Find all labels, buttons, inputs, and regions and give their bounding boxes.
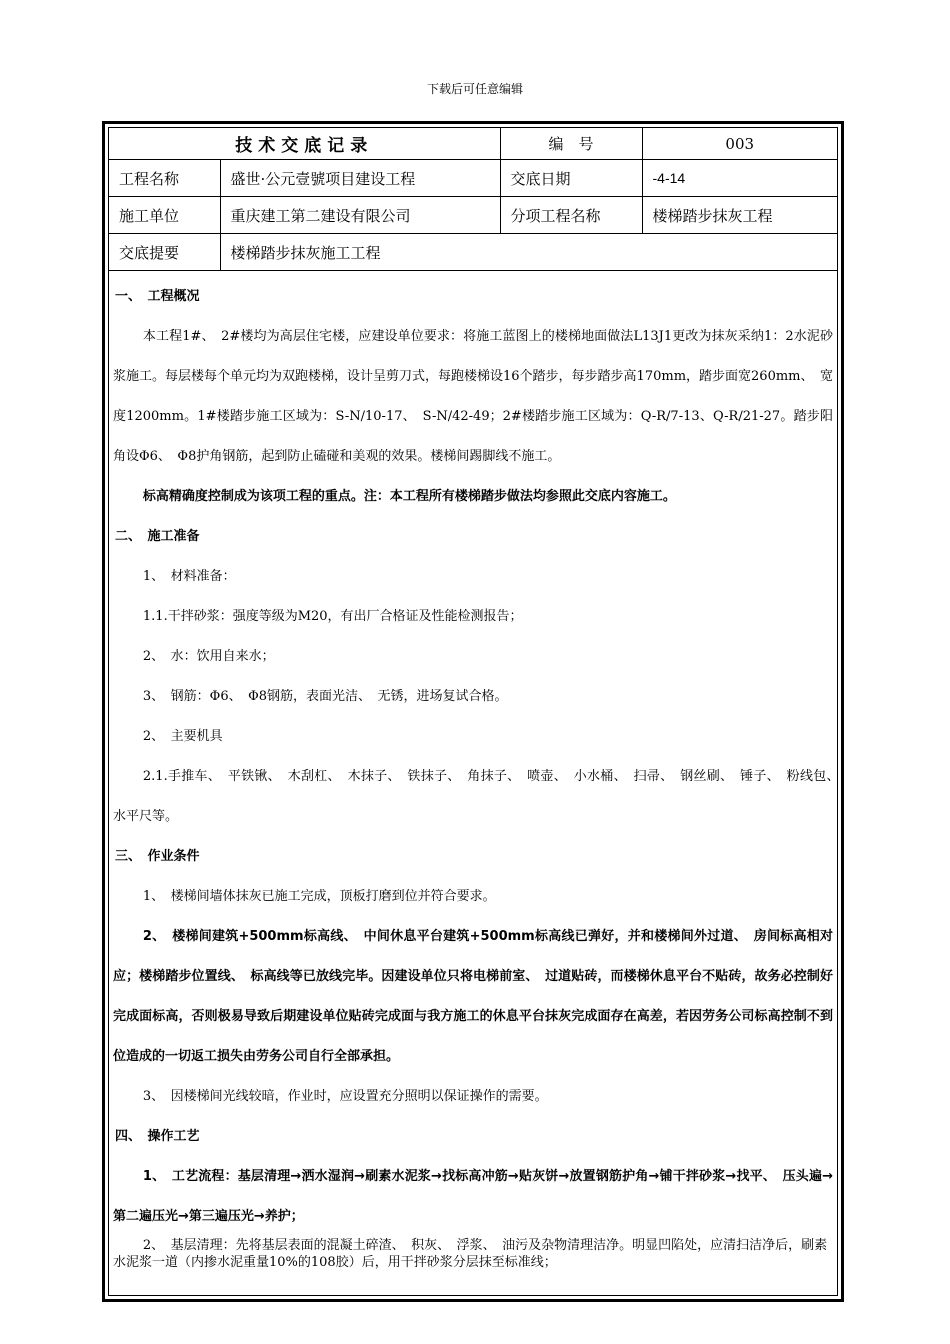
- date-label: 交底日期: [500, 160, 642, 197]
- subitem-value: 楼梯踏步抹灰工程: [642, 197, 837, 234]
- list-item: 1、 材料准备：: [142, 569, 236, 584]
- number-label: 编 号: [500, 128, 642, 160]
- document-inner: [108, 127, 847, 1296]
- list-item-emphasis: 2、 楼梯间建筑+500mm标高线、 中间休息平台建筑+500mm标高线已弹好，并和楼梯间外过道、 房间标高相对应；楼梯踏步位置线、 标高线等已放线完毕。因建设单位只将电梯前室、 过道贴砖，而楼梯休息平台不贴砖，故务必控制好完成面标高，否则极易导致后期建设单位贴砖完成面与我方施工的休息平台抹灰完成面存在高差，若因劳务公司标高控制不到位造成的一切返工损失由劳务公司自行全部承担。: [113, 929, 833, 1064]
- project-name-value: 盛世·公元壹號项目建设工程: [220, 160, 500, 197]
- subitem-label: 分项工程名称: [500, 197, 642, 234]
- disclosure-content: [109, 277, 847, 1271]
- project-row: [109, 160, 837, 197]
- summary-value: 楼梯踏步抹灰施工工程: [220, 234, 837, 271]
- process-flow: 1、 工艺流程：基层清理→洒水湿润→刷素水泥浆→找标高冲筋→贴灰饼→放置钢筋护角→铺干拌砂浆→找平、 压头遍→第二遍压光→第三遍压光→养护；: [113, 1169, 833, 1224]
- list-item: 2.1.手推车、 平铁锹、 木刮杠、 木抹子、 铁抹子、 角抹子、 喷壶、 小水桶、 扫帚、 钢丝刷、 锤子、 粉线包、 水平尺等。: [113, 769, 847, 824]
- unit-row: [109, 197, 837, 234]
- section-title: 三、 作业条件: [115, 849, 200, 864]
- document-frame: [102, 121, 847, 1302]
- section-title: 二、 施工准备: [115, 529, 200, 544]
- unit-value: 重庆建工第二建设有限公司: [220, 197, 500, 234]
- download-note: 下载后可任意编辑: [426, 82, 523, 96]
- list-item: 2、 基层清理：先将基层表面的混凝土碎渣、 积灰、 浮浆、 油污及杂物清理洁净。明显凹陷处，应清扫洁净后，刷素水泥浆一道（内掺水泥重量10%的108胶）后，用干拌砂浆分层抹至标准线；: [113, 1238, 828, 1270]
- list-item: 1.1.干拌砂浆：强度等级为M20，有出厂合格证及性能检测报告；: [142, 609, 523, 624]
- section-title: 一、 工程概况: [115, 289, 200, 304]
- title-row: [109, 128, 837, 160]
- key-note-paragraph: 标高精确度控制成为该项工程的重点。注：本工程所有楼梯踏步做法均参照此交底内容施工。: [142, 489, 676, 504]
- number-value: 003: [642, 128, 837, 160]
- list-item: 3、 因楼梯间光线较暗，作业时，应设置充分照明以保证操作的需要。: [142, 1089, 548, 1104]
- unit-label: 施工单位: [109, 197, 220, 234]
- summary-row: [109, 234, 837, 271]
- date-value: -4-14: [642, 160, 837, 197]
- paragraph: 本工程1#、 2#楼均为高层住宅楼，应建设单位要求：将施工蓝图上的楼梯地面做法L13J1更改为抹灰采纳1：2水泥砂浆施工。每层楼每个单元均为双跑楼梯，设计呈剪刀式，每跑楼梯设16个踏步，每步踏步高170mm，踏步面宽260mm、 宽度1200mm。1#楼踏步施工区域为：S-N/10-17、 S-N/42-49；2#楼踏步施工区域为：Q-R/7-13、Q-R/21-27。踏步阳角设Φ6、 Φ8护角钢筋，起到防止磕碰和美观的效果。楼梯间踢脚线不施工。: [113, 329, 833, 464]
- summary-label: 交底提要: [109, 234, 220, 271]
- record-title: 技术交底记录: [109, 128, 500, 160]
- section-title: 四、 操作工艺: [115, 1129, 200, 1144]
- list-item: 1、 楼梯间墙体抹灰已施工完成，顶板打磨到位并符合要求。: [142, 889, 496, 904]
- list-item: 2、 水：饮用自来水；: [142, 649, 275, 664]
- project-name-label: 工程名称: [109, 160, 220, 197]
- list-item: 2、 主要机具: [142, 729, 223, 744]
- list-item: 3、 钢筋：Φ6、 Φ8钢筋，表面光洁、 无锈，进场复试合格。: [142, 689, 508, 704]
- record-table: [109, 128, 837, 271]
